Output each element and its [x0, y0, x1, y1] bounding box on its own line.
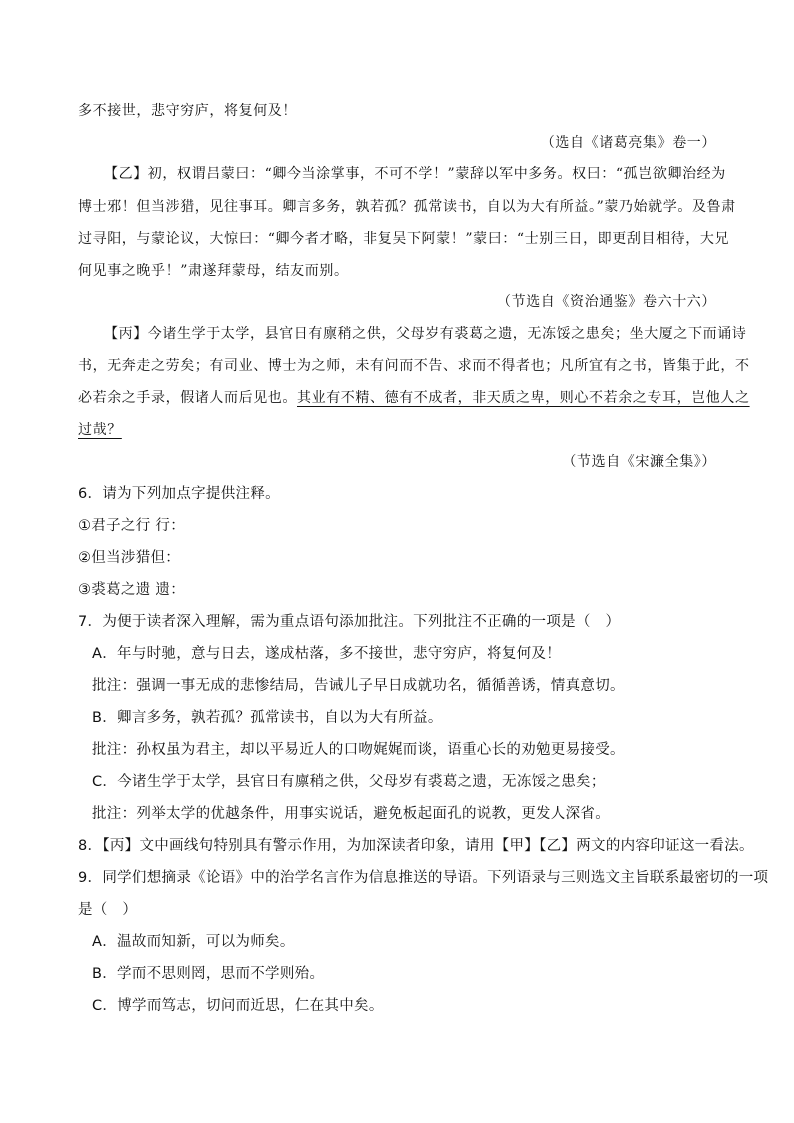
question-9-option-c: C．博学而笃志，切问而近思，仁在其中矣。	[92, 998, 384, 1014]
question-7-option-b: B．卿言多务，孰若孤？孤常读书，自以为大有所益。	[92, 710, 443, 726]
passage-bing-line3	[78, 388, 750, 408]
passage-yi-line3: 过寻阳，与蒙论议，大惊曰：“卿今者才略，非复吴下阿蒙！”蒙曰：“士别三日，即更刮目相待，大兄	[78, 231, 730, 247]
question-6-stem: 6．请为下列加点字提供注释。	[78, 486, 280, 502]
underlined-sentence-part1: 其业有不精、德有不成者，非天质之卑，则心不若余之专耳，岂他人之	[297, 390, 750, 406]
source-yi: （节选自《资治通鉴》卷六十六）	[497, 294, 716, 310]
passage-jia-tail: 多不接世，悲守穷庐，将复何及！	[78, 103, 297, 119]
question-7-option-c-note: 批注：列举太学的优越条件，用事实说话，避免板起面孔的说教，更发人深省。	[92, 806, 610, 822]
passage-yi-line1: 【乙】初，权谓吕蒙曰：“卿今当涂掌事，不可不学！”蒙辞以军中多务。权曰：“孤岂欲卿治经为	[104, 166, 726, 182]
underlined-sentence-part2: 过哉？	[78, 422, 122, 438]
passage-bing-line3-plain: 必若余之手录，假诸人而后见也。	[78, 390, 297, 406]
question-9-stem-line2: 是（ ）	[78, 902, 138, 918]
passage-bing-line2: 书，无奔走之劳矣；有司业、博士为之师，未有问而不告、求而不得者也；凡所宜有之书，皆集于此，不	[78, 358, 750, 374]
question-6-item2: ②但当涉猎但：	[78, 550, 181, 566]
question-8-stem: 8．【丙】文中画线句特别具有警示作用，为加深读者印象，请用【甲】【乙】两文的内容印证这一看法。	[78, 838, 754, 854]
passage-bing-line4	[78, 420, 122, 440]
passage-yi-line2: 博士邪！但当涉猎，见往事耳。卿言多务，孰若孤？孤常读书，自以为大有所益。”蒙乃始就学。及鲁肃	[78, 199, 736, 215]
source-bing: （节选自《宋濂全集》）	[562, 454, 716, 470]
passage-bing-line1: 【丙】今诸生学于太学，县官日有廪稍之供，父母岁有裘葛之遗，无冻馁之患矣；坐大厦之下而诵诗	[104, 326, 747, 342]
question-6-item3: ③裘葛之遗 遗：	[78, 582, 186, 598]
question-9-option-b: B．学而不思则罔，思而不学则殆。	[92, 966, 325, 982]
question-9-option-a: A．温故而知新，可以为师矣。	[92, 934, 295, 950]
question-7-option-c: C．今诸生学于太学，县官日有廪稍之供，父母岁有裘葛之遗，无冻馁之患矣；	[92, 774, 606, 790]
question-7-stem: 7．为便于读者深入理解，需为重点语句添加批注。下列批注不正确的一项是（ ）	[78, 614, 621, 630]
question-9-stem-line1: 9．同学们想摘录《论语》中的治学名言作为信息推送的导语。下列语录与三则选文主旨联系最密切的一项	[78, 870, 769, 886]
question-7-option-b-note: 批注：孙权虽为君主，却以平易近人的口吻娓娓而谈，语重心长的劝勉更易接受。	[92, 742, 625, 758]
question-7-option-a: A．年与时驰，意与日去，遂成枯落，多不接世，悲守穷庐，将复何及！	[92, 646, 562, 662]
passage-yi-line4: 何见事之晚乎！”肃遂拜蒙母，结友而别。	[78, 263, 349, 279]
question-7-option-a-note: 批注：强调一事无成的悲惨结局，告诫儿子早日成就功名，循循善诱，情真意切。	[92, 678, 625, 694]
source-jia: （选自《诸葛亮集》卷一）	[540, 135, 716, 151]
question-6-item1: ①君子之行 行：	[78, 518, 186, 534]
